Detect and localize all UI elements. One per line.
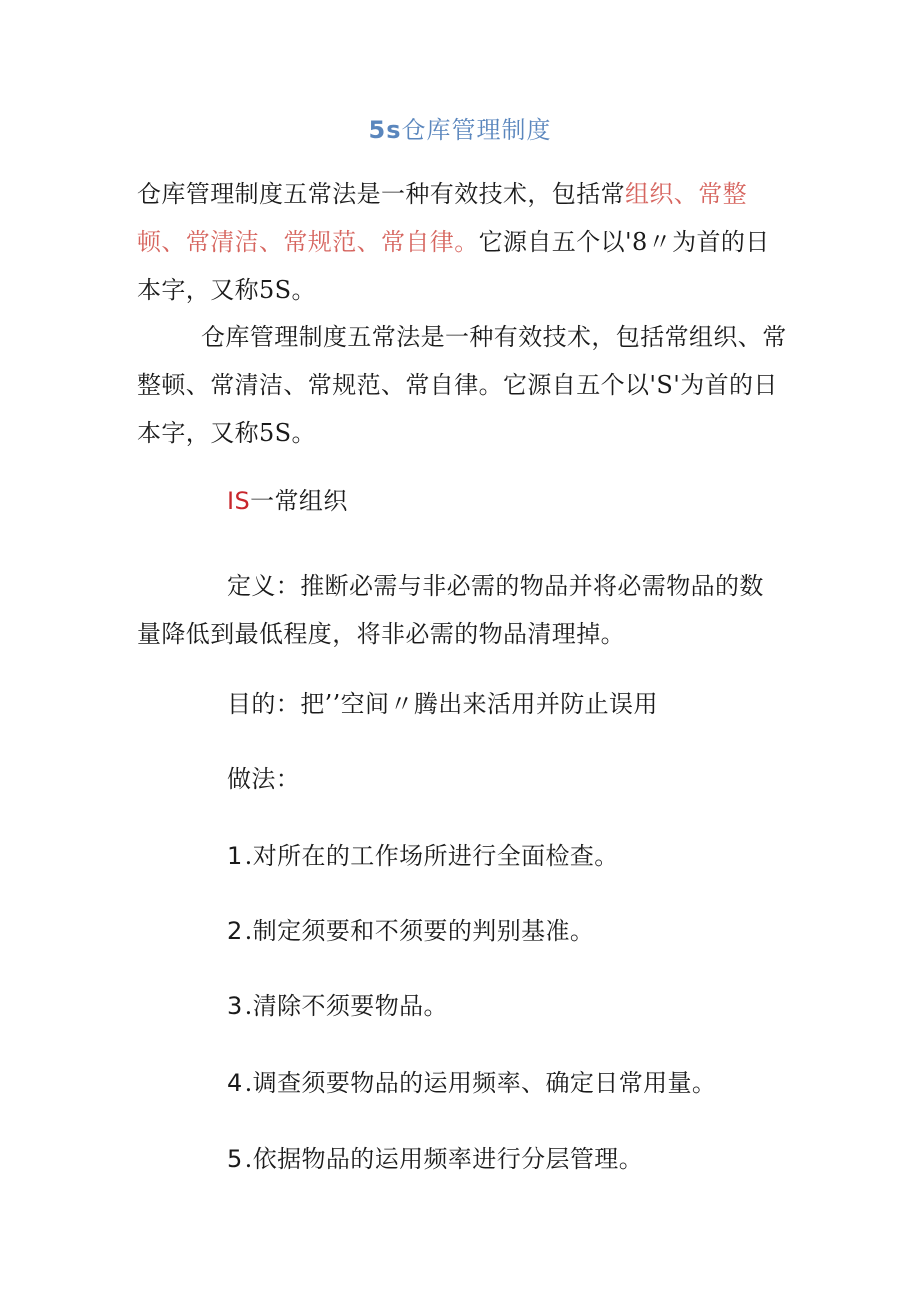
paragraph-intro-2: 仓库管理制度五常法是一种有效技术，包括常组织、常整顿、常清洁、常规范、常自律。它源自五个以'S'为首的日本字，又称5S。 [137,323,787,447]
paragraph-intro-1-part2: 它源自五个以'8〃为首的日本字，又称5S。 [137,228,770,304]
section-heading-prefix: IS [227,487,251,515]
method-label: 做法： [227,765,301,793]
step-item-5 [227,1143,643,1175]
step-text: .对所在的工作场所进行全面检查。 [244,842,619,870]
step-text: .清除不须要物品。 [244,992,448,1020]
section-heading-text: 一常组织 [250,487,348,515]
document-title [0,114,920,146]
step-item-4 [227,1067,716,1099]
title-text: 仓库管理制度 [401,116,552,144]
step-text: .调查须要物品的运用频率、确定日常用量。 [244,1069,717,1097]
definition-paragraph: 定义：推断必需与非必需的物品并将必需物品的数量降低到最低程度，将非必需的物品清理掉。 [137,572,764,648]
title-prefix: 5s [368,116,402,144]
paragraph-intro-1 [137,170,787,314]
step-number: 2 [227,917,243,945]
paragraph-intro-1-highlight: 组织、常整顿、常清洁、常规范、常自律。 [137,180,747,256]
step-text: .依据物品的运用频率进行分层管理。 [244,1145,644,1173]
step-text: .制定须要和不须要的判别基准。 [244,917,595,945]
step-item-3 [227,990,448,1022]
step-item-1 [227,840,619,872]
step-item-2 [227,915,594,947]
step-number: 5 [227,1145,243,1173]
paragraph-intro-1-part1: 仓库管理制度五常法是一种有效技术，包括常 [137,180,625,208]
step-number: 3 [227,992,243,1020]
step-number: 4 [227,1069,243,1097]
purpose-line: 目的：把’’空间〃腾出来活用并防止误用 [227,690,658,718]
step-number: 1 [227,842,243,870]
section-heading-1s [227,485,348,517]
